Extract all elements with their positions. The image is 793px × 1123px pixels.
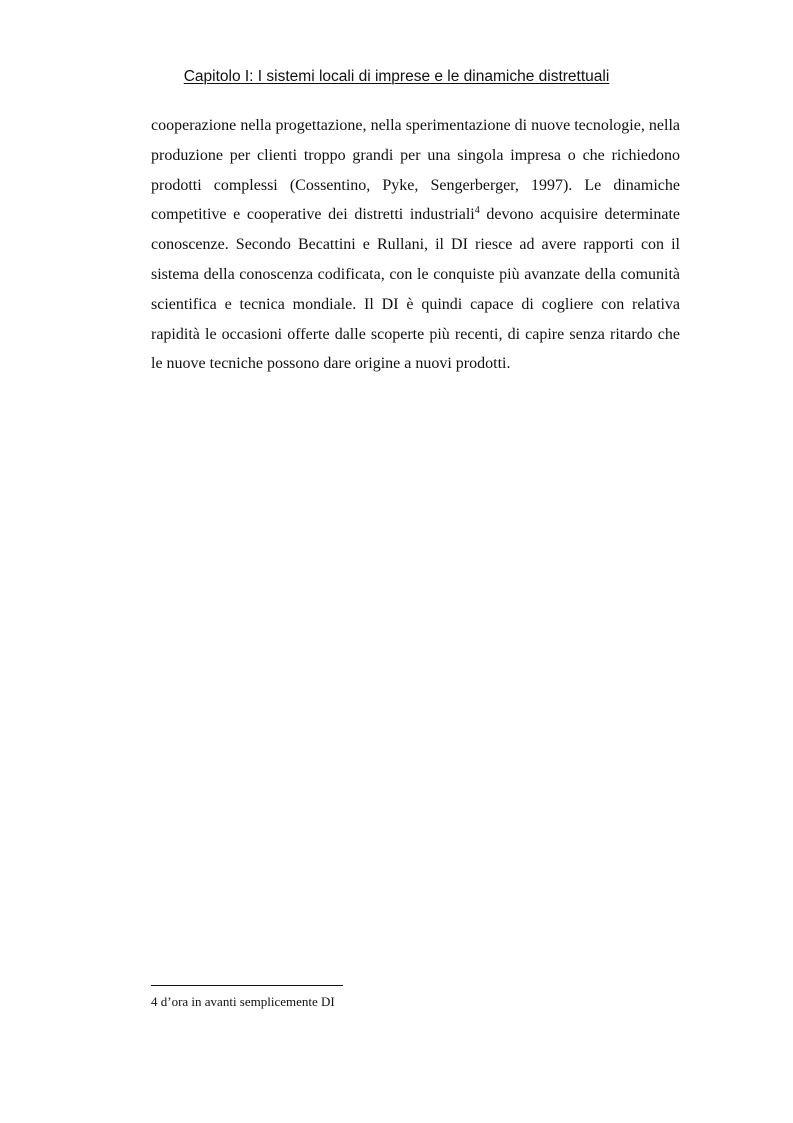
body-paragraph [151,111,680,379]
footnote-separator [151,985,343,986]
footnote-text: d’ora in avanti semplicemente DI [157,994,335,1009]
footnote [151,993,335,1010]
paragraph-text-part-2: devono acquisire determinate conoscenze. Secondo Becattini e Rullani, il DI riesce ad avere rapporti con il sistema della conoscenza codificata, con le conquiste più avanzate della comunità scientifica e tecnica mondiale. Il DI è quindi capace di cogliere con relativa rapidità le occasioni offerte dalle scoperte più recenti, di capire senza ritardo che le nuove tecniche possono dare origine a nuovi prodotti. [151,206,680,373]
footnote-reference: 4 [474,205,480,217]
chapter-title: Capitolo I: I sistemi locali di imprese e le dinamiche distrettuali [183,68,610,85]
footnote-number: 4 [151,994,158,1009]
paragraph-text-part-1: cooperazione nella progettazione, nella sperimentazione di nuove tecnologie, nella produzione per clienti troppo grandi per una singola impresa o che richiedono prodotti complessi (Cossentino, Pyke, Sengerberger, 1997). Le dinamiche competitive e cooperative dei distretti industriali [151,117,680,224]
running-header [0,66,793,88]
